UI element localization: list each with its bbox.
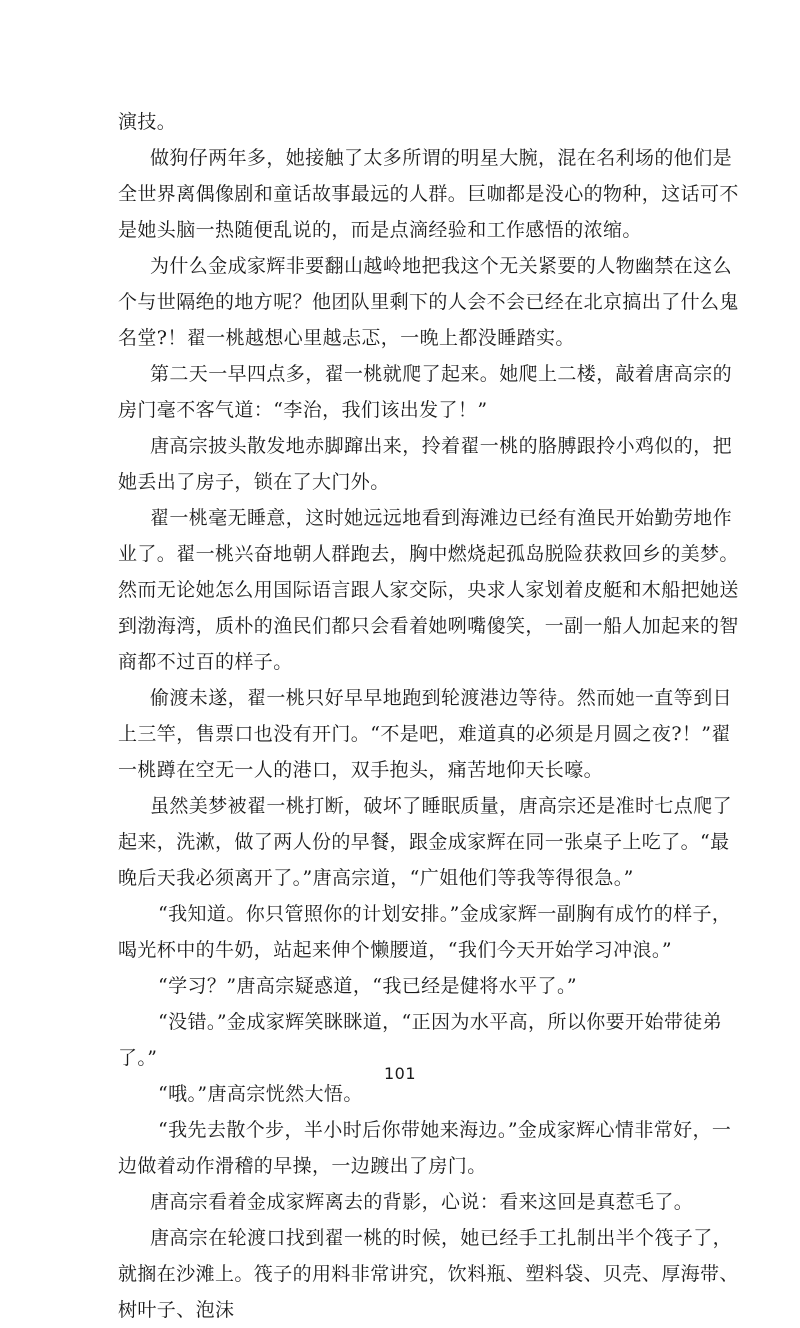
paragraph-continuation: 演技。 [118,111,177,133]
paragraph: “我先去散个步，半小时后你带她来海边。”金成家辉心情非常好，一边做着动作滑稽的早操，一边踱出了房门。 [118,1119,732,1177]
paragraph: 唐高宗披头散发地赤脚蹿出来，拎着翟一桃的胳膊跟拎小鸡似的，把她丢出了房子，锁在了大门外。 [118,435,733,493]
page-number: 101 [383,1064,417,1083]
body-text [118,104,746,1328]
paragraph: 唐高宗看着金成家辉离去的背影，心说：看来这回是真惹毛了。 [150,1191,694,1213]
paragraph: 做狗仔两年多，她接触了太多所谓的明星大腕，混在名利场的他们是全世界离偶像剧和童话故事最远的人群。巨咖都是没心的物种，这话可不是她头脑一热随便乱说的，而是点滴经验和工作感悟的浓缩。 [118,147,739,241]
paragraph: 唐高宗在轮渡口找到翟一桃的时候，她已经手工扎制出半个筏子了，就搁在沙滩上。筏子的用料非常讲究，饮料瓶、塑料袋、贝壳、厚海带、树叶子、泡沫 [118,1227,739,1321]
paragraph: 第二天一早四点多，翟一桃就爬了起来。她爬上二楼，敲着唐高宗的房门毫不客气道：“李治，我们该出发了！” [118,363,733,421]
paragraph: 翟一桃毫无睡意，这时她远远地看到海滩边已经有渔民开始勤劳地作业了。翟一桃兴奋地朝人群跑去，胸中燃烧起孤岛脱险获救回乡的美梦。然而无论她怎么用国际语言跟人家交际，央求人家划着皮艇和木船把她送到渤海湾，质朴的渔民们都只会看着她咧嘴傻笑，一副一船人加起来的智商都不过百的样子。 [118,507,739,673]
paragraph: 偷渡未遂，翟一桃只好早早地跑到轮渡港边等待。然而她一直等到日上三竿，售票口也没有开门。“不是吧，难道真的必须是月圆之夜?！”翟一桃蹲在空无一人的港口，双手抱头，痛苦地仰天长嚎。 [118,687,733,781]
paragraph: 虽然美梦被翟一桃打断，破坏了睡眠质量，唐高宗还是准时七点爬了起来，洗漱，做了两人份的早餐，跟金成家辉在同一张桌子上吃了。“最晚后天我必须离开了。”唐高宗道，“广姐他们等我等得很急。” [118,795,733,889]
paragraph: “没错。”金成家辉笑眯眯道，“正因为水平高，所以你要开始带徒弟了。” [118,1011,723,1069]
paragraph: “我知道。你只管照你的计划安排。”金成家辉一副胸有成竹的样子，喝光杯中的牛奶，站起来伸个懒腰道，“我们今天开始学习冲浪。” [118,903,732,961]
paragraph: “哦。”唐高宗恍然大悟。 [158,1083,363,1105]
paragraph: “学习？”唐高宗疑惑道，“我已经是健将水平了。” [158,975,577,997]
paragraph: 为什么金成家辉非要翻山越岭地把我这个无关紧要的人物幽禁在这么个与世隔绝的地方呢？他团队里剩下的人会不会已经在北京搞出了什么鬼名堂?！翟一桃越想心里越忐忑，一晚上都没睡踏实。 [118,255,739,349]
